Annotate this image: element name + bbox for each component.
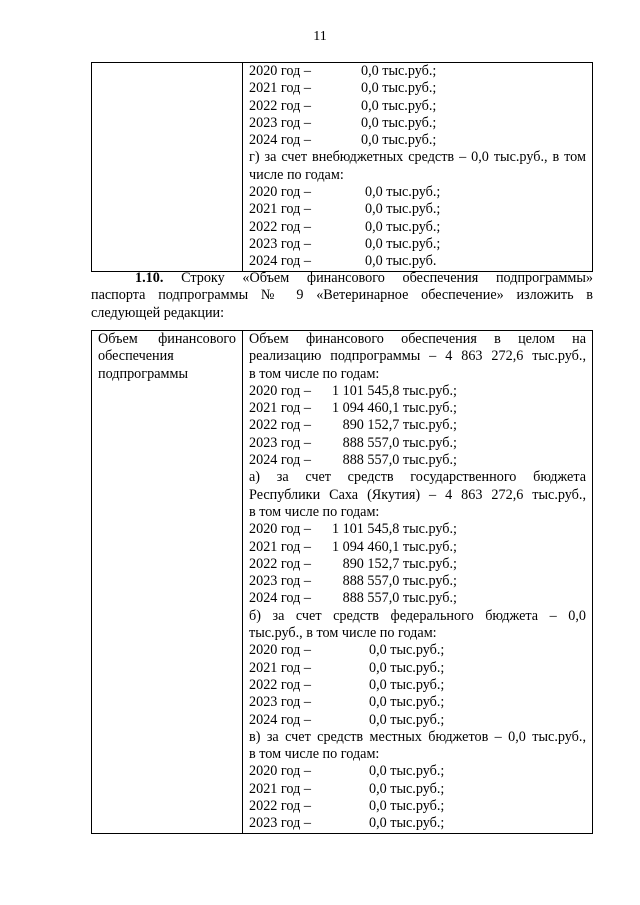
year-value: 888 557,0 тыс.руб.; [342, 590, 457, 607]
year-label: 2024 год – [249, 711, 311, 728]
year-value: 890 152,7 тыс.руб.; [342, 555, 457, 572]
year-line [249, 184, 586, 201]
year-line [249, 201, 586, 218]
section-a-line-2: Республики Саха (Якутия) – 4 863 272,6 тыс.руб., [249, 486, 586, 503]
intro-line-3: в том числе по годам: [249, 365, 380, 382]
paragraph-line-3: следующей редакции: [91, 304, 225, 321]
paragraph-1-10 [91, 270, 593, 322]
year-label: 2022 год – [249, 798, 311, 815]
year-line [249, 115, 586, 132]
year-value: 0,0 тыс.руб.; [369, 642, 445, 659]
year-value: 0,0 тыс.руб.; [369, 659, 445, 676]
year-value: 1 101 545,8 тыс.руб.; [331, 521, 457, 538]
page-number: 11 [313, 29, 327, 44]
year-line [249, 452, 586, 469]
year-line [249, 400, 586, 417]
year-line [249, 417, 586, 434]
year-line [249, 80, 586, 97]
year-line [249, 521, 586, 538]
total-year-lines [249, 383, 586, 469]
year-label: 2020 год – [249, 184, 311, 201]
paragraph-line-2: паспорта подпрограммы № 9 «Ветеринарное обеспечение» изложить в [91, 287, 593, 304]
year-line [249, 132, 586, 149]
year-line [249, 798, 586, 815]
year-label: 2021 год – [249, 780, 311, 797]
year-label: 2022 год – [249, 97, 311, 114]
year-line [249, 573, 586, 590]
section-b-line-2: тыс.руб., в том числе по годам: [249, 625, 437, 642]
year-line [249, 660, 586, 677]
table2-right-cell [243, 331, 593, 834]
subprogram-financing-table [91, 330, 593, 834]
year-value: 0,0 тыс.руб.; [365, 184, 441, 201]
table2-left-cell [92, 331, 243, 834]
year-label: 2021 год – [249, 201, 311, 218]
left-label-line-1: Объем финансового [98, 331, 236, 347]
table1-year-lines [249, 63, 586, 149]
year-label: 2023 год – [249, 815, 311, 832]
year-line [249, 253, 586, 270]
year-value: 0,0 тыс.руб.; [361, 114, 437, 131]
year-label: 2022 год – [249, 676, 311, 693]
year-value: 0,0 тыс.руб.; [369, 711, 445, 728]
year-label: 2021 год – [249, 538, 311, 555]
year-line [249, 236, 586, 253]
year-label: 2021 год – [249, 400, 311, 417]
intro-line-2: реализацию подпрограммы – 4 863 272,6 тыс.руб., [249, 348, 586, 365]
year-line [249, 383, 586, 400]
year-label: 2024 год – [249, 590, 311, 607]
year-value: 888 557,0 тыс.руб.; [342, 573, 457, 590]
year-label: 2020 год – [249, 642, 311, 659]
section-g-line: г) за счет внебюджетных средств – 0,0 тыс.руб., в том [249, 149, 586, 166]
year-label: 2020 год – [249, 763, 311, 780]
year-label: 2023 год – [249, 694, 311, 711]
year-value: 0,0 тыс.руб.; [361, 80, 437, 97]
left-label-line-3: подпрограммы [98, 365, 188, 382]
year-label: 2023 год – [249, 235, 311, 252]
section-v-line-1: в) за счет средств местных бюджетов – 0,0 тыс.руб., [249, 728, 586, 745]
section-v-line-2: в том числе по годам: [249, 746, 380, 763]
year-label: 2020 год – [249, 521, 311, 538]
year-label: 2021 год – [249, 80, 311, 97]
year-line [249, 781, 586, 798]
section-a-year-lines [249, 521, 586, 607]
year-value: 0,0 тыс.руб.; [361, 63, 437, 79]
section-a-line-1: а) за счет средств государственного бюджета [249, 469, 586, 486]
year-value: 0,0 тыс.руб.; [365, 201, 441, 218]
year-label: 2020 год – [249, 63, 311, 79]
section-g-line-2: числе по годам: [249, 166, 344, 183]
year-line [249, 435, 586, 452]
year-line [249, 98, 586, 115]
section-b-year-lines [249, 642, 586, 728]
year-line [249, 219, 586, 236]
year-label: 2024 год – [249, 452, 311, 469]
year-value: 0,0 тыс.руб.; [365, 218, 441, 235]
financing-table-continued [91, 62, 593, 272]
year-label: 2023 год – [249, 434, 311, 451]
year-line [249, 712, 586, 729]
year-line [249, 642, 586, 659]
year-label: 2021 год – [249, 659, 311, 676]
table1-year-lines-2 [249, 184, 586, 270]
year-value: 0,0 тыс.руб. [365, 253, 437, 270]
year-label: 2023 год – [249, 573, 311, 590]
year-value: 890 152,7 тыс.руб.; [342, 417, 457, 434]
year-line [249, 590, 586, 607]
left-label-line-2: обеспечения [98, 348, 174, 365]
year-label: 2020 год – [249, 382, 311, 399]
year-label: 2024 год – [249, 253, 311, 270]
table1-right-cell [243, 63, 593, 272]
table1-left-cell [92, 63, 243, 272]
paragraph-line-1: 1.10. Строку «Объем финансового обеспечения подпрограммы» [91, 270, 593, 287]
year-value: 0,0 тыс.руб.; [369, 798, 445, 815]
section-a-line-3: в том числе по годам: [249, 503, 380, 520]
year-value: 0,0 тыс.руб.; [369, 815, 445, 832]
year-value: 0,0 тыс.руб.; [369, 676, 445, 693]
year-value: 0,0 тыс.руб.; [361, 132, 437, 149]
year-value: 1 101 545,8 тыс.руб.; [331, 382, 457, 399]
section-v-year-lines [249, 763, 586, 832]
intro-line-1: Объем финансового обеспечения в целом на [249, 331, 586, 347]
section-b-line-1: б) за счет средств федерального бюджета – 0,0 [249, 607, 586, 624]
year-label: 2024 год – [249, 132, 311, 149]
year-label: 2023 год – [249, 114, 311, 131]
year-line [249, 63, 586, 80]
year-value: 1 094 460,1 тыс.руб.; [331, 538, 457, 555]
year-value: 1 094 460,1 тыс.руб.; [331, 400, 457, 417]
year-line [249, 694, 586, 711]
year-value: 888 557,0 тыс.руб.; [342, 452, 457, 469]
year-value: 0,0 тыс.руб.; [369, 694, 445, 711]
year-value: 0,0 тыс.руб.; [369, 763, 445, 780]
year-label: 2022 год – [249, 218, 311, 235]
year-value: 0,0 тыс.руб.; [369, 780, 445, 797]
year-value: 888 557,0 тыс.руб.; [342, 434, 457, 451]
year-line [249, 677, 586, 694]
paragraph-number: 1.10. [135, 270, 164, 286]
year-line [249, 815, 586, 832]
year-label: 2022 год – [249, 555, 311, 572]
year-value: 0,0 тыс.руб.; [361, 97, 437, 114]
year-label: 2022 год – [249, 417, 311, 434]
year-line [249, 539, 586, 556]
year-line [249, 763, 586, 780]
year-value: 0,0 тыс.руб.; [365, 235, 441, 252]
year-line [249, 556, 586, 573]
